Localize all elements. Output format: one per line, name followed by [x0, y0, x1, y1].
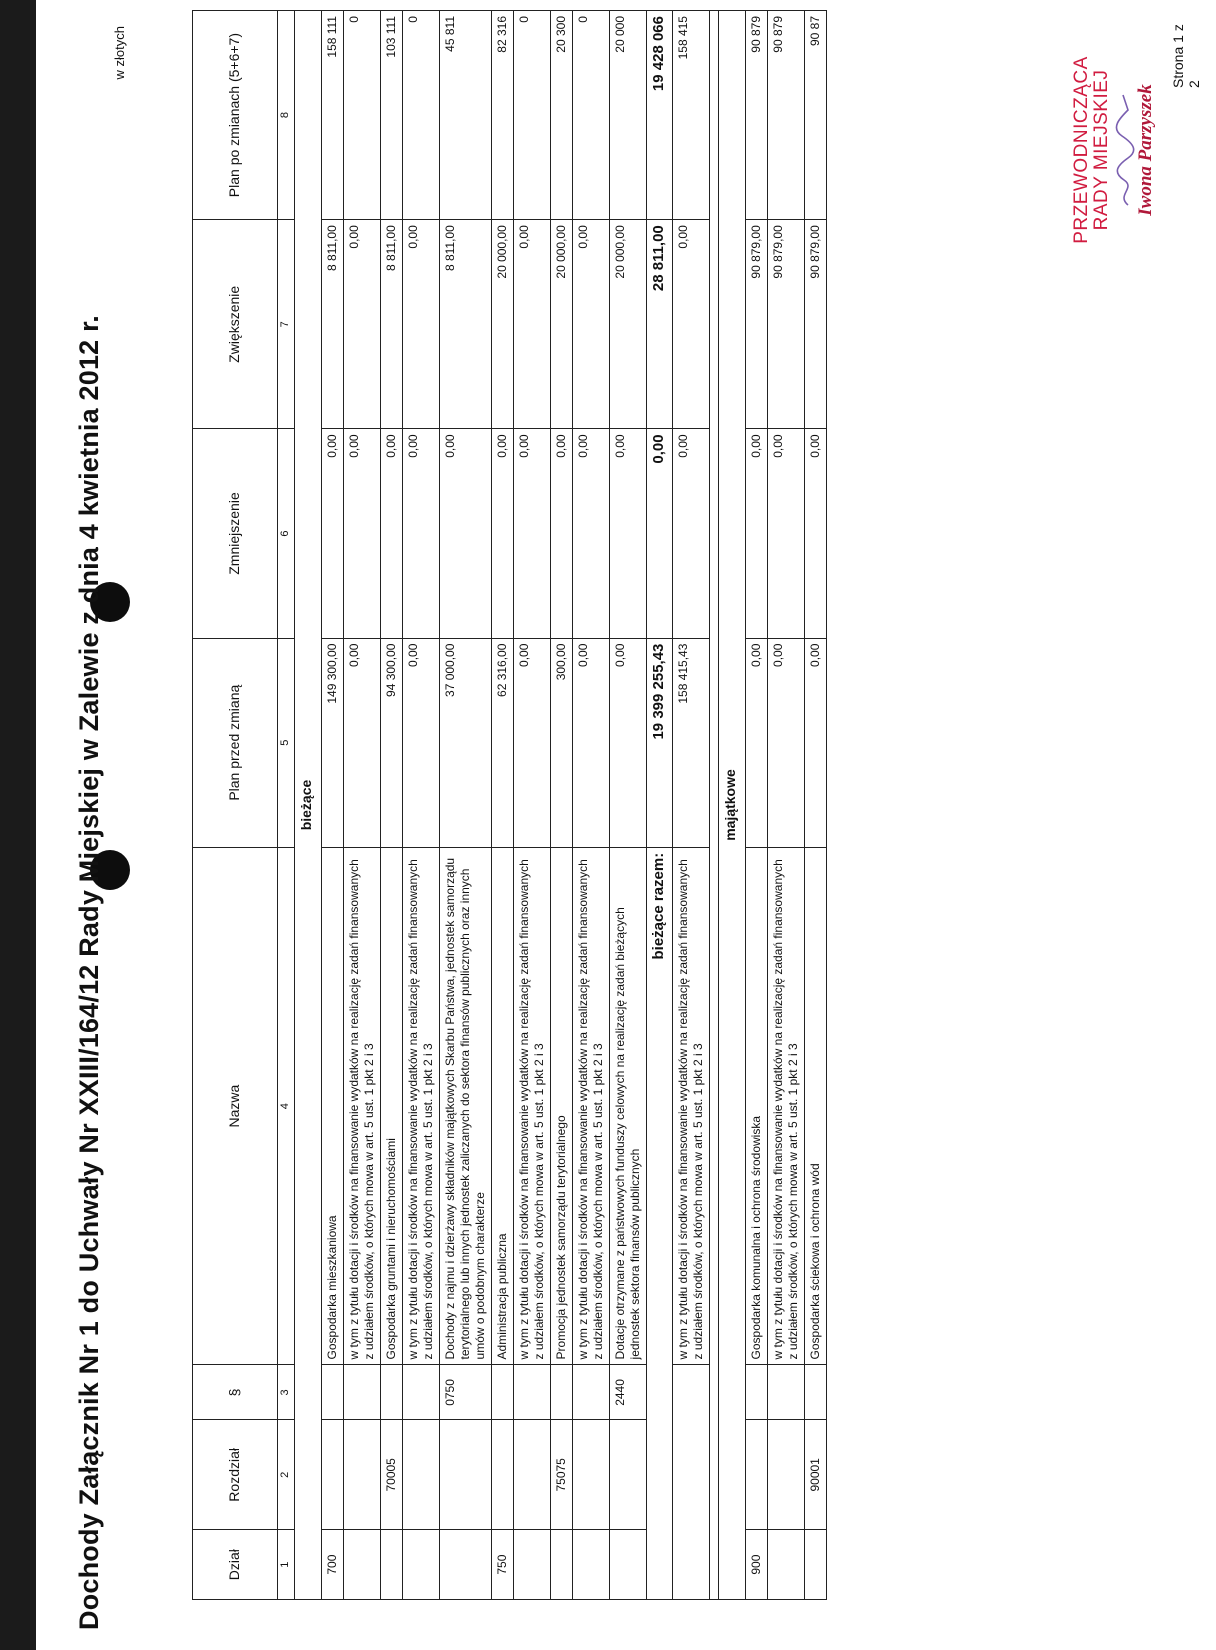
cell-plan-przed: 62 316,00 [492, 638, 514, 847]
table-row [344, 11, 381, 1600]
cell-paragraf [767, 1365, 804, 1420]
cell-nazwa: Dotacje otrzymane z państwowych funduszy celowych na realizację zadań bieżących jednostek sektora finansów publicznych [610, 847, 647, 1365]
header-zwiekszenie: Zwiększenie [193, 220, 278, 429]
cell-plan-po: 0 [573, 11, 610, 220]
cell-dzial [573, 1530, 610, 1600]
cell-rozdzial: 75075 [551, 1420, 573, 1530]
column-number: 3 [278, 1365, 295, 1420]
cell-rozdzial [610, 1420, 647, 1530]
cell-plan-po: 90 87 [804, 11, 826, 220]
chairwoman-stamp [1072, 40, 1156, 260]
cell-plan-przed: 0,00 [573, 638, 610, 847]
stamp-line-1: PRZEWODNICZĄCA [1071, 56, 1092, 244]
cell-plan-przed: 0,00 [403, 638, 440, 847]
stamp-line-2: RADY MIEJSKIEJ [1090, 69, 1112, 231]
cell-rozdzial [573, 1420, 610, 1530]
cell-plan-po: 20 300 [551, 11, 573, 220]
table-row [745, 11, 767, 1600]
cell-nazwa: Promocja jednostek samorządu terytorialnego [551, 847, 573, 1365]
cell-zmniejszenie: 0,00 [403, 429, 440, 638]
cell-zmniejszenie: 0,00 [767, 429, 804, 638]
cell-plan-przed: 0,00 [804, 638, 826, 847]
cell-dzial [344, 1530, 381, 1600]
cell-plan-przed: 0,00 [745, 638, 767, 847]
cell-plan-po: 82 316 [492, 11, 514, 220]
cell-nazwa: w tym z tytułu dotacji i środków na finansowanie wydatków na realizację zadań finansowanych z udziałem środków, o których mowa w art. 5 ust. 1 pkt 2 i 3 [767, 847, 804, 1365]
cell-paragraf [514, 1365, 551, 1420]
cell-rozdzial [403, 1420, 440, 1530]
current-total-sub-nazwa: w tym z tytułu dotacji i środków na finansowanie wydatków na realizację zadań finansowanych z udziałem środków, o których mowa w art. 5 ust. 1 pkt 2 i 3 [672, 847, 709, 1365]
document-sheet [72, 16, 1212, 1640]
current-total-sub-plan-po: 158 415 [672, 11, 709, 220]
cell-dzial [381, 1530, 403, 1600]
cell-zmniejszenie: 0,00 [610, 429, 647, 638]
current-total-row [647, 11, 673, 1600]
cell-zwiekszenie: 90 879,00 [767, 220, 804, 429]
table-row [804, 11, 826, 1600]
cell-nazwa: w tym z tytułu dotacji i środków na finansowanie wydatków na realizację zadań finansowanych z udziałem środków, o których mowa w art. 5 ust. 1 pkt 2 i 3 [514, 847, 551, 1365]
current-total-sub-row [672, 11, 709, 1600]
cell-zmniejszenie: 0,00 [344, 429, 381, 638]
header-dzial: Dział [193, 1530, 278, 1600]
cell-nazwa: Gospodarka ściekowa i ochrona wód [804, 847, 826, 1365]
cell-plan-przed: 94 300,00 [381, 638, 403, 847]
scan-edge [0, 0, 36, 1650]
cell-rozdzial: 90001 [804, 1420, 826, 1530]
current-total-plan-po: 19 428 066 [647, 11, 673, 220]
cell-nazwa: Dochody z najmu i dzierżawy składników majątkowych Skarbu Państwa, jednostek samorządu terytorialnego lub innych jednostek zaliczanych do sektora finansów publicznych oraz innych umów o podobnym charakterze [440, 847, 492, 1365]
spacer-cell [709, 11, 718, 1600]
cell-dzial: 700 [322, 1530, 344, 1600]
column-number: 2 [278, 1420, 295, 1530]
signature-scribble [1114, 90, 1136, 210]
cell-plan-po: 158 111 [322, 11, 344, 220]
table-row [492, 11, 514, 1600]
table-row [403, 11, 440, 1600]
cell-plan-po: 20 000 [610, 11, 647, 220]
cell-plan-po: 90 879 [745, 11, 767, 220]
section-capital-label: majątkowe [718, 11, 745, 1600]
cell-zwiekszenie: 20 000,00 [610, 220, 647, 429]
column-number: 1 [278, 1530, 295, 1600]
cell-plan-po: 103 111 [381, 11, 403, 220]
header-plan-przed: Plan przed zmianą [193, 638, 278, 847]
header-row [193, 11, 278, 1600]
cell-plan-przed: 149 300,00 [322, 638, 344, 847]
cell-plan-przed: 0,00 [767, 638, 804, 847]
cell-nazwa: w tym z tytułu dotacji i środków na finansowanie wydatków na realizację zadań finansowanych z udziałem środków, o których mowa w art. 5 ust. 1 pkt 2 i 3 [403, 847, 440, 1365]
section-current [295, 11, 322, 1600]
cell-nazwa: Gospodarka komunalna i ochrona środowiska [745, 847, 767, 1365]
column-number-row [278, 11, 295, 1600]
cell-zmniejszenie: 0,00 [492, 429, 514, 638]
cell-zwiekszenie: 0,00 [403, 220, 440, 429]
cell-rozdzial [344, 1420, 381, 1530]
cell-paragraf [322, 1365, 344, 1420]
header-rozdzial: Rozdział [193, 1420, 278, 1530]
table-row [573, 11, 610, 1600]
cell-dzial [767, 1530, 804, 1600]
cell-plan-przed: 0,00 [514, 638, 551, 847]
header-paragraf: § [193, 1365, 278, 1420]
current-total-sub-zmniejszenie: 0,00 [672, 429, 709, 638]
cell-plan-przed: 0,00 [344, 638, 381, 847]
cell-dzial [514, 1530, 551, 1600]
cell-zwiekszenie: 90 879,00 [804, 220, 826, 429]
cell-plan-po: 0 [344, 11, 381, 220]
cell-zmniejszenie: 0,00 [514, 429, 551, 638]
cell-zmniejszenie: 0,00 [745, 429, 767, 638]
cell-dzial [440, 1530, 492, 1600]
cell-paragraf [492, 1365, 514, 1420]
cell-zwiekszenie: 0,00 [514, 220, 551, 429]
cell-rozdzial: 70005 [381, 1420, 403, 1530]
cell-dzial: 900 [745, 1530, 767, 1600]
cell-paragraf [344, 1365, 381, 1420]
cell-rozdzial [514, 1420, 551, 1530]
cell-zwiekszenie: 20 000,00 [551, 220, 573, 429]
header-plan-po: Plan po zmianach (5+6+7) [193, 11, 278, 220]
cell-zmniejszenie: 0,00 [573, 429, 610, 638]
cell-rozdzial [492, 1420, 514, 1530]
column-number: 8 [278, 11, 295, 220]
table-row [381, 11, 403, 1600]
current-total-zwiekszenie: 28 811,00 [647, 220, 673, 429]
cell-rozdzial [440, 1420, 492, 1530]
cell-dzial [804, 1530, 826, 1600]
revenue-table [192, 10, 827, 1600]
cell-zwiekszenie: 8 811,00 [322, 220, 344, 429]
table-row [514, 11, 551, 1600]
table-row [610, 11, 647, 1600]
column-number: 5 [278, 638, 295, 847]
cell-zwiekszenie: 90 879,00 [745, 220, 767, 429]
cell-rozdzial [745, 1420, 767, 1530]
cell-plan-po: 45 811 [440, 11, 492, 220]
cell-paragraf [745, 1365, 767, 1420]
cell-plan-po: 90 879 [767, 11, 804, 220]
cell-plan-przed: 37 000,00 [440, 638, 492, 847]
cell-dzial: 750 [492, 1530, 514, 1600]
column-number: 7 [278, 220, 295, 429]
table-row [551, 11, 573, 1600]
cell-rozdzial [767, 1420, 804, 1530]
cell-paragraf: 0750 [440, 1365, 492, 1420]
cell-paragraf [551, 1365, 573, 1420]
cell-zwiekszenie: 8 811,00 [440, 220, 492, 429]
document-title: Dochody Załącznik Nr 1 do Uchwały Nr XXIII/164/12 Rady Miejskiej w Zalewie z dnia 4 kwietnia 2012 r. [74, 314, 104, 1630]
cell-plan-przed: 300,00 [551, 638, 573, 847]
header-zmniejszenie: Zmniejszenie [193, 429, 278, 638]
table-row [322, 11, 344, 1600]
cell-zwiekszenie: 0,00 [573, 220, 610, 429]
cell-nazwa: w tym z tytułu dotacji i środków na finansowanie wydatków na realizację zadań finansowanych z udziałem środków, o których mowa w art. 5 ust. 1 pkt 2 i 3 [344, 847, 381, 1365]
page-number: Strona 1 z 2 [1170, 24, 1202, 88]
cell-plan-po: 0 [403, 11, 440, 220]
cell-paragraf [403, 1365, 440, 1420]
cell-nazwa: Gospodarka gruntami i nieruchomościami [381, 847, 403, 1365]
cell-zmniejszenie: 0,00 [551, 429, 573, 638]
cell-nazwa: w tym z tytułu dotacji i środków na finansowanie wydatków na realizację zadań finansowanych z udziałem środków, o których mowa w art. 5 ust. 1 pkt 2 i 3 [573, 847, 610, 1365]
stamp-name: Iwona Parzyszek [1134, 84, 1156, 216]
column-number: 6 [278, 429, 295, 638]
cell-dzial [610, 1530, 647, 1600]
unit-label: w złotych [112, 26, 127, 80]
cell-paragraf: 2440 [610, 1365, 647, 1420]
current-total-plan-przed: 19 399 255,43 [647, 638, 673, 847]
cell-plan-po: 0 [514, 11, 551, 220]
current-total-label: bieżące razem: [647, 847, 673, 1599]
section-current-label: bieżące [295, 11, 322, 1600]
cell-zwiekszenie: 20 000,00 [492, 220, 514, 429]
cell-zmniejszenie: 0,00 [322, 429, 344, 638]
table-row [767, 11, 804, 1600]
cell-rozdzial [322, 1420, 344, 1530]
cell-paragraf [381, 1365, 403, 1420]
cell-nazwa: Administracja publiczna [492, 847, 514, 1365]
cell-zmniejszenie: 0,00 [804, 429, 826, 638]
current-total-zmniejszenie: 0,00 [647, 429, 673, 638]
cell-zwiekszenie: 0,00 [344, 220, 381, 429]
cell-paragraf [804, 1365, 826, 1420]
cell-zmniejszenie: 0,00 [440, 429, 492, 638]
column-number: 4 [278, 847, 295, 1365]
cell-zwiekszenie: 8 811,00 [381, 220, 403, 429]
spacer-row [709, 11, 718, 1600]
cell-dzial [551, 1530, 573, 1600]
cell-dzial [403, 1530, 440, 1600]
current-total-sub-plan-przed: 158 415,43 [672, 638, 709, 847]
cell-paragraf [573, 1365, 610, 1420]
current-total-sub-zwiekszenie: 0,00 [672, 220, 709, 429]
empty-cell [672, 1365, 709, 1600]
cell-nazwa: Gospodarka mieszkaniowa [322, 847, 344, 1365]
section-capital [718, 11, 745, 1600]
cell-plan-przed: 0,00 [610, 638, 647, 847]
table-row [440, 11, 492, 1600]
cell-zmniejszenie: 0,00 [381, 429, 403, 638]
header-nazwa: Nazwa [193, 847, 278, 1365]
